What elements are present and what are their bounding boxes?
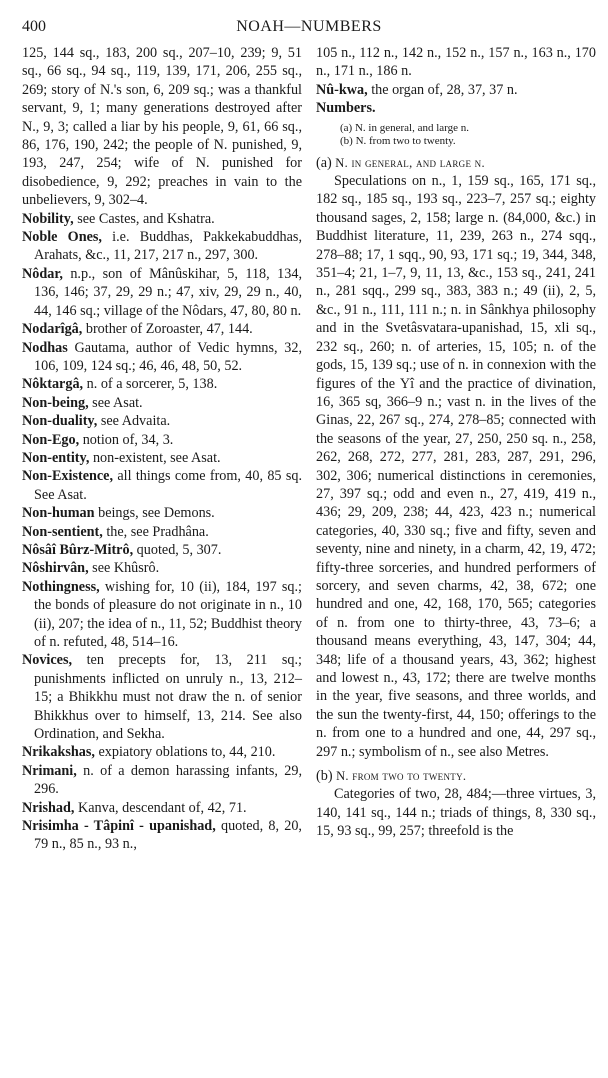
section-a-body: Speculations on n., 1, 159 sq., 165, 171 sq., 182 sq., 185 sq., 193 sq., 223–7, 257 sq.; eighty thousand sages, 2, 158; large n. (84,000, &c.) in Buddhist literature, 11, 239, 263 n., 274 sqq., 278–88; 17, 1 sqq., 90, 93, 171 sq.; 19, 344, 348, 351–4; 21, 1–7, 9, 11, 13, &c., 153 sq., 241, 241 n., 281 sqq., 299 sq., 383, 383 n.; 49 (ii), 2, 5, &c., 91 n., 111, 111 n.; n. in Sânkhya philosophy and in the Svetâsvatara-upanishad, 15, xli sq., 232 sq., 260; n. of arteries, 15, 105; n. of the gods, 15, 139 sq.; use of n. in connexion with the figures of the Yî and the practice of divination, 16, 365 sq, 366–9 n.; vast n. in the lives of the Ginas, 22, 267 sq., 274, 278–85; connected with the seasons of the year, 27, 250, 250 sq. n., 258, 262, 268, 272, 277, 281, 283, 287, 291, 296, 302, 306; numerical distinctions in ceremonies, 27, 397 sq.; odd and even n., 27, 419, 419 n., 436; 29, 209, 238; 44, 423, 423 n.; numerical categories, 40, 330 sq.; five and fifty, seven and seventy, nine and ninety, in a charm, 42, 19, 472; fifty-three sorceries, and hundred performers of sorcery, and seven charms, 42, 38, 672; one hundred and one, 42, 168, 170, 565; categories of n. from one to thirty-three, 43, 73–6; a thousand means everything, 43, 147, 304; 44, 348; life of a thousand years, 43, 362; highest and lowest n., 43, 172; there are twelve months in the year, five seasons, and three worlds, and the sun the twenty-first, 44, 150; offerings to the n. from one to a hundred and one, 44, 297 sq., 297 n.; symbolism of n., see also Metres. bbox=[316, 173, 596, 760]
index-entry: Nôsâî Bûrz-Mitrô, quoted, 5, 307. bbox=[22, 541, 222, 558]
index-entry: Nobility, see Castes, and Kshatra. bbox=[22, 210, 215, 227]
index-columns bbox=[22, 44, 596, 854]
index-entry: Nôktargâ, n. of a sorcerer, 5, 138. bbox=[22, 376, 218, 393]
index-entry: 125, 144 sq., 183, 200 sq., 207–10, 239; 9, 51 sq., 66 sq., 94 sq., 119, 139, 171, 206, 255 sq., 269; story of N.'s son, 6, 209 sq.; was a thankful servant, 9, 1; many generations destroyed after N., 9, 3; called a liar by his people, 9, 61, 66 sq., 86, 176, 190, 242; the people of N. punished, 9, 193, 247, 254; wife of N. punished for disobedience, 9, 292; preaches in vain to the unbelievers, 9, 302–4. bbox=[22, 45, 302, 209]
left-column bbox=[22, 44, 302, 854]
page-header bbox=[22, 0, 596, 44]
section-b-body: Categories of two, 28, 484;—three virtues, 3, 140, 141 sq., 144 n.; triads of things, 8, 330 sq., 15, 93 sq., 99, 257; threefold is the bbox=[316, 786, 596, 840]
running-head: NOAH—NUMBERS bbox=[236, 18, 382, 35]
index-entry: Non-duality, see Advaita. bbox=[22, 413, 171, 430]
index-entry: Novices, ten precepts for, 13, 211 sq.; punishments inflicted on unruly n., 13, 212–15; a Bhikkhu must not draw the n. of senior Bhikkhus over to himself, 13, 214. See also Ordination, and Sekha. bbox=[22, 652, 302, 743]
index-entry: Nodarîgâ, brother of Zoroaster, 47, 144. bbox=[22, 321, 253, 338]
index-entry: Nôshirvân, see Khûsrô. bbox=[22, 560, 160, 577]
index-entry: Nrisimha - Tâpinî - upanishad, quoted, 8, 20, 79 n., 85 n., 93 n., bbox=[22, 818, 302, 853]
section-b-heading: (b) N. from two to twenty. bbox=[316, 768, 467, 785]
index-entry-numbers: Numbers. bbox=[316, 100, 376, 117]
section-a-heading: (a) N. in general, and large n. bbox=[316, 154, 485, 171]
legend-item: (b) N. from two to twenty. bbox=[340, 134, 456, 147]
index-entry: Nothingness, wishing for, 10 (ii), 184, 197 sq.; the bonds of pleasure do not originate in n., 10 (ii), 207; the idea of n., 11, 52; Buddhist theory of n. refuted, 48, 514–16. bbox=[22, 578, 302, 650]
index-entry: Non-being, see Asat. bbox=[22, 394, 143, 411]
legend-item: (a) N. in general, and large n. bbox=[340, 121, 469, 134]
index-entry: Nrishad, Kanva, descendant of, 42, 71. bbox=[22, 799, 247, 816]
index-entry: Nodhas Gautama, author of Vedic hymns, 32, 106, 109, 124 sq.; 46, 46, 48, 50, 52. bbox=[22, 339, 302, 374]
page-number: 400 bbox=[22, 18, 46, 35]
index-entry: Non-Ego, notion of, 34, 3. bbox=[22, 431, 174, 448]
right-column bbox=[316, 44, 596, 854]
index-entry: Non-entity, non-existent, see Asat. bbox=[22, 449, 221, 466]
index-entry: Non-human beings, see Demons. bbox=[22, 505, 215, 522]
index-entry: Nrikakshas, expiatory oblations to, 44, 210. bbox=[22, 744, 276, 761]
index-entry: Nrimani, n. of a demon harassing infants, 29, 296. bbox=[22, 762, 302, 798]
index-entry: Non-sentient, the, see Pradhâna. bbox=[22, 523, 209, 540]
index-entry: Nôdar, n.p., son of Mânûskihar, 5, 118, 134, 136, 146; 37, 29, 29 n.; 47, xiv, 29, 29 n., 40, 44, 146 sq.; village of the Nôdars, 47, 80, 80 n. bbox=[22, 265, 302, 319]
index-entry-nukwa: Nû-kwa, the organ of, 28, 37, 37 n. bbox=[316, 81, 518, 98]
index-entry: Noble Ones, i.e. Buddhas, Pakkekabuddhas, Arahats, &c., 11, 217, 217 n., 297, 300. bbox=[22, 229, 302, 264]
numbers-subdivision-legend bbox=[340, 122, 596, 148]
index-entry: Non-Existence, all things come from, 40, 85 sq. See Asat. bbox=[22, 468, 302, 503]
index-entry-continuation: 105 n., 112 n., 142 n., 152 n., 157 n., 163 n., 170 n., 171 n., 186 n. bbox=[316, 45, 596, 80]
